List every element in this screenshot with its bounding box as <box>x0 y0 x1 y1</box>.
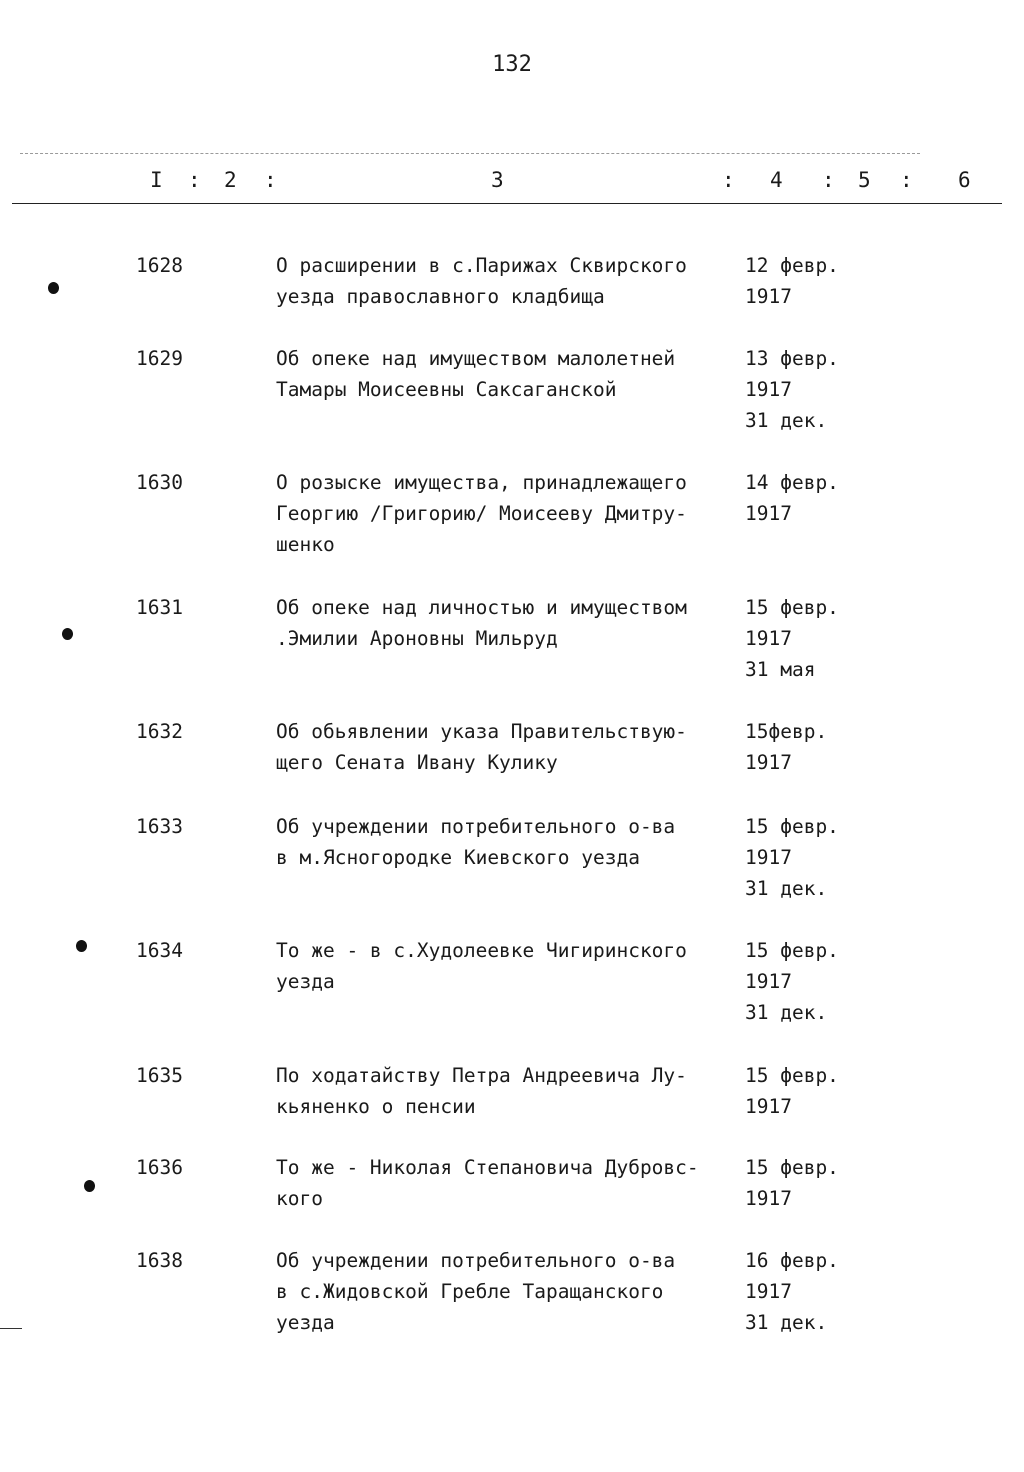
record-dates <box>745 592 895 685</box>
record-number: 1629 <box>136 347 183 370</box>
record-dates <box>745 935 895 1028</box>
record-dates <box>745 1152 895 1214</box>
record-date: 1917 <box>745 285 792 308</box>
record-number: 1635 <box>136 1064 183 1087</box>
record-number: 1634 <box>136 939 183 962</box>
record-date: 31 дек. <box>745 1001 828 1024</box>
column-separator: : <box>264 168 277 192</box>
column-4-label: 4 <box>770 168 783 192</box>
record-date: 14 февр. <box>745 471 839 494</box>
record-title: Об обьявлении указа Правительствую- щего Сената Ивану Кулику <box>276 720 687 774</box>
record-title: О розыске имущества, принадлежащего Георгию /Григорию/ Моисееву Дмитру- шенко <box>276 471 687 556</box>
record-date: 31 дек. <box>745 1311 828 1334</box>
record-dates <box>745 716 895 778</box>
record-date: 1917 <box>745 502 792 525</box>
record-date: 13 февр. <box>745 347 839 370</box>
record-dates <box>745 1060 895 1122</box>
record-date: 31 мая <box>745 658 816 681</box>
column-separator: : <box>722 168 735 192</box>
record-dates <box>745 250 895 312</box>
record-date: 1917 <box>745 970 792 993</box>
record-date: 12 февр. <box>745 254 839 277</box>
punch-hole-mark <box>48 282 59 294</box>
record-date: 15 февр. <box>745 939 839 962</box>
record-dates <box>745 811 895 904</box>
record-number: 1638 <box>136 1249 183 1272</box>
record-date: 1917 <box>745 751 792 774</box>
record-title: Об учреждении потребительного о-ва в с.Жидовской Гребле Таращанского уезда <box>276 1249 676 1334</box>
column-separator: : <box>188 168 201 192</box>
margin-mark <box>0 1328 22 1329</box>
punch-hole-mark <box>84 1180 95 1192</box>
record-title: То же - в с.Худолеевке Чигиринского уезда <box>276 939 687 993</box>
record-date: 1917 <box>745 846 792 869</box>
record-date: 15 февр. <box>745 596 839 619</box>
page-number: 132 <box>492 52 532 77</box>
record-date: 1917 <box>745 378 792 401</box>
record-title: То же - Николая Степановича Дубровс- кого <box>276 1156 699 1210</box>
record-date: 31 дек. <box>745 877 828 900</box>
header-top-rule <box>20 153 920 154</box>
column-5-label: 5 <box>858 168 871 192</box>
column-1-label: I <box>150 168 163 192</box>
column-2-label: 2 <box>224 168 237 192</box>
record-date: 15февр. <box>745 720 828 743</box>
record-date: 15 февр. <box>745 1156 839 1179</box>
record-title: Об опеке над имуществом малолетней Тамары Моисеевны Саксаганской <box>276 347 676 401</box>
column-header <box>0 168 1024 194</box>
record-number: 1636 <box>136 1156 183 1179</box>
record-number: 1628 <box>136 254 183 277</box>
record-title: О расширении в с.Парижах Сквирского уезда православного кладбища <box>276 254 687 308</box>
header-bottom-rule <box>12 203 1002 204</box>
column-separator: : <box>822 168 835 192</box>
record-date: 15 февр. <box>745 1064 839 1087</box>
column-separator: : <box>900 168 913 192</box>
record-dates <box>745 467 895 529</box>
record-title: Об опеке над личностью и имуществом .Эмилии Ароновны Мильруд <box>276 596 687 650</box>
column-6-label: 6 <box>958 168 971 192</box>
record-number: 1632 <box>136 720 183 743</box>
record-date: 1917 <box>745 627 792 650</box>
record-number: 1630 <box>136 471 183 494</box>
record-number: 1631 <box>136 596 183 619</box>
record-dates <box>745 1245 895 1338</box>
record-date: 16 февр. <box>745 1249 839 1272</box>
record-number: 1633 <box>136 815 183 838</box>
record-title: По ходатайству Петра Андреевича Лу- кьяненко о пенсии <box>276 1064 687 1118</box>
record-date: 31 дек. <box>745 409 828 432</box>
record-date: 1917 <box>745 1187 792 1210</box>
column-3-label: 3 <box>491 168 504 192</box>
record-title: Об учреждении потребительного о-ва в м.Ясногородке Киевского уезда <box>276 815 676 869</box>
record-date: 15 февр. <box>745 815 839 838</box>
punch-hole-mark <box>76 940 87 952</box>
punch-hole-mark <box>62 628 73 640</box>
record-dates <box>745 343 895 436</box>
record-date: 1917 <box>745 1280 792 1303</box>
record-date: 1917 <box>745 1095 792 1118</box>
